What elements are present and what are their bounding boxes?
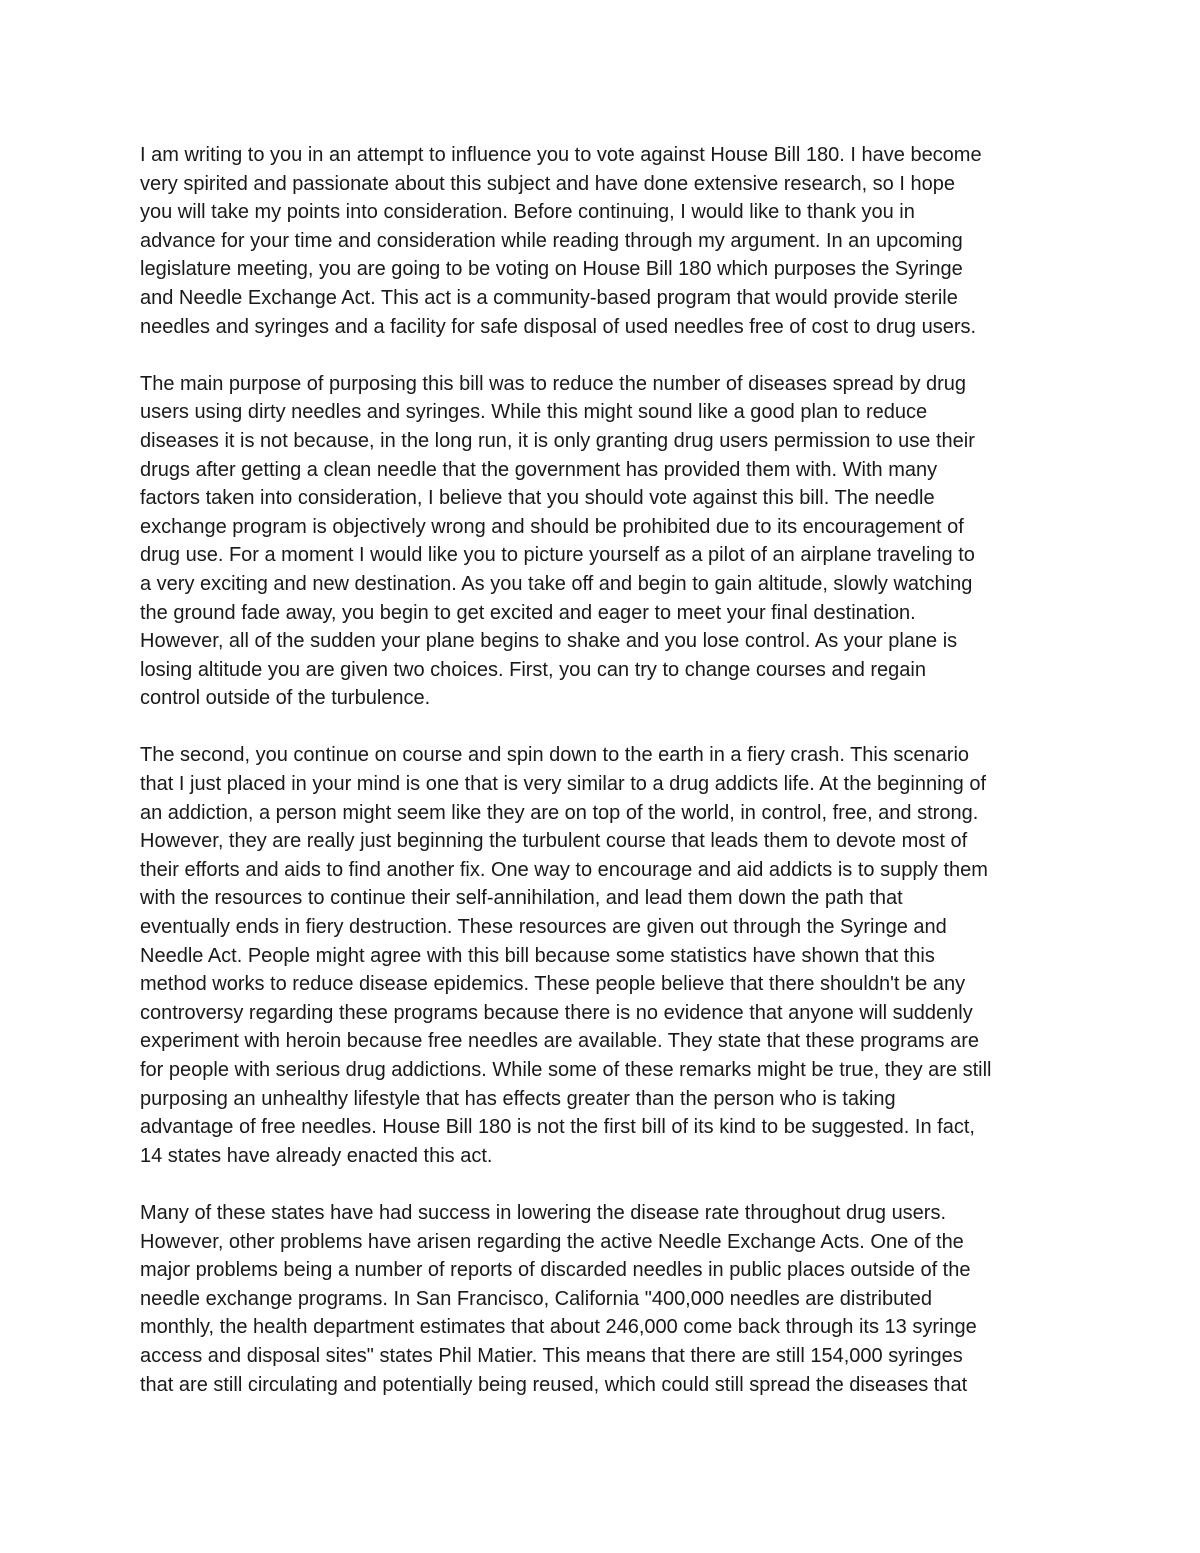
paragraph-2: The main purpose of purposing this bill was to reduce the number of diseases spread by drug users using dirty needles and syringes. While this might sound like a good plan to reduce diseases it is not because, in the long run, it is only granting drug users permission to use their drugs after getting a clean needle that the government has provided them with. With many factors taken into consideration, I believe that you should vote against this bill. The needle exchange program is objectively wrong and should be prohibited due to its encouragement of drug use. For a moment I would like you to picture yourself as a pilot of an airplane traveling to a very exciting and new destination. As you take off and begin to gain altitude, slowly watching the ground fade away, you begin to get excited and eager to meet your final destination. However, all of the sudden your plane begins to shake and you lose control. As your plane is losing altitude you are given two choices. First, you can try to change courses and regain control outside of the turbulence. xyxy=(140,372,975,710)
paragraph-1: I am writing to you in an attempt to influence you to vote against House Bill 180. I have become very spirited and passionate about this subject and have done extensive research, so I hope you will take my points into consideration. Before continuing, I would like to thank you in advance for your time and consideration while reading through my argument. In an upcoming legislature meeting, you are going to be voting on House Bill 180 which purposes the Syringe and Needle Exchange Act. This act is a community-based program that would provide sterile needles and syringes and a facility for safe disposal of used needles free of cost to drug users. xyxy=(140,144,982,338)
paragraph-3: The second, you continue on course and spin down to the earth in a fiery crash. This scenario that I just placed in your mind is one that is very similar to a drug addicts life. At the beginning of an addiction, a person might seem like they are on top of the world, in control, free, and strong. However, they are really just beginning the turbulent course that leads them to devote most of their efforts and aids to find another fix. One way to encourage and aid addicts is to supply them with the resources to continue their self-annihilation, and lead them down the path that eventually ends in fiery destruction. These resources are given out through the Syringe and Needle Act. People might agree with this bill because some statistics have shown that this method works to reduce disease epidemics. These people believe that there shouldn't be any controversy regarding these programs because there is no evidence that anyone will suddenly experiment with heroin because free needles are available. They state that these programs are for people with serious drug addictions. While some of these remarks might be true, they are still purposing an unhealthy lifestyle that has effects greater than the person who is taking advantage of free needles. House Bill 180 is not the first bill of its kind to be suggested. In fact, 14 states have already enacted this act. xyxy=(140,744,992,1167)
document-body xyxy=(140,141,1060,1399)
paragraph-4: Many of these states have had success in lowering the disease rate throughout drug users. However, other problems have arisen regarding the active Needle Exchange Acts. One of the major problems being a number of reports of discarded needles in public places outside of the needle exchange programs. In San Francisco, California "400,000 needles are distributed monthly, the health department estimates that about 246,000 come back through its 13 syringe access and disposal sites" states Phil Matier. This means that there are still 154,000 syringes that are still circulating and potentially being reused, which could still spread the diseases that xyxy=(140,1201,977,1396)
